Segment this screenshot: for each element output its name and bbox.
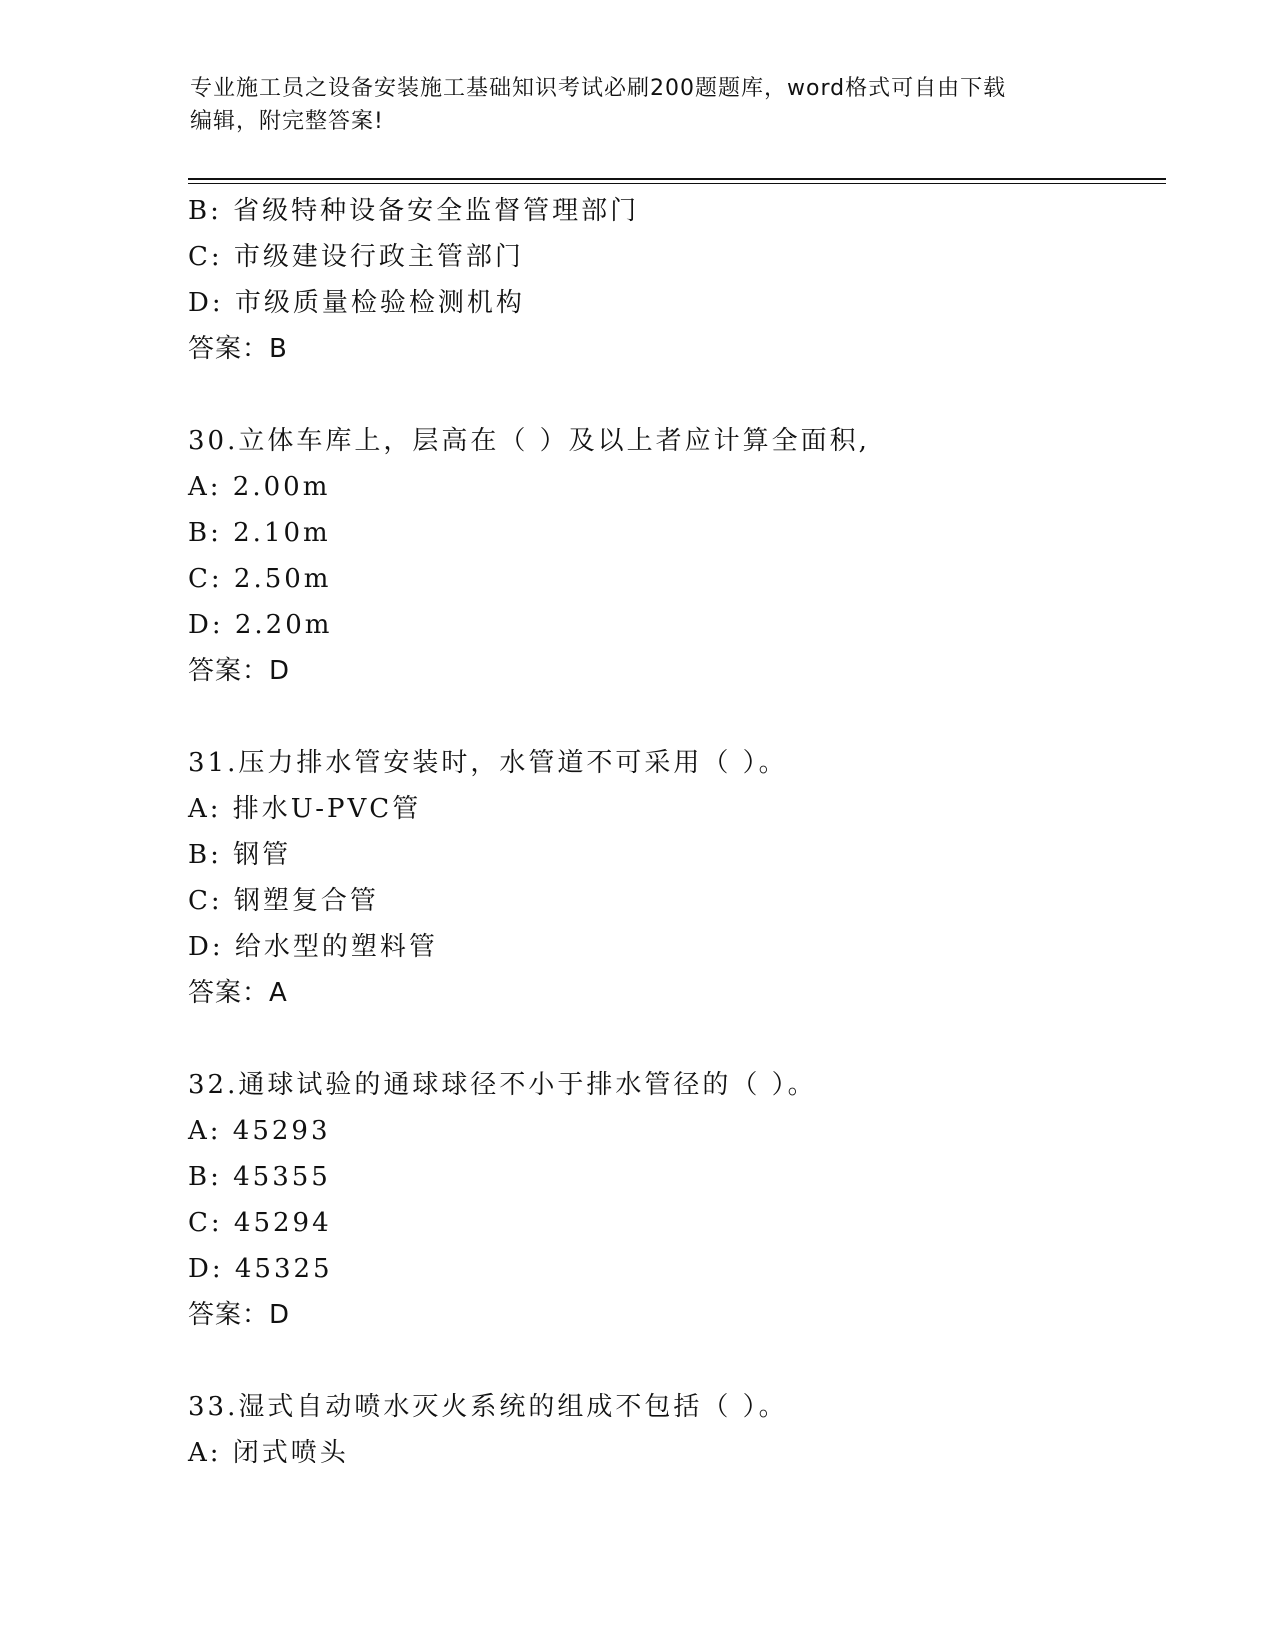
question-text: 32.通球试验的通球球径不小于排水管径的（ ）。 — [188, 1070, 817, 1100]
question-33 — [188, 1384, 1168, 1476]
option-d: D: 2.20m — [188, 610, 333, 640]
answer: 答案：D — [188, 656, 291, 686]
question-29 — [188, 188, 1168, 372]
option-a: A: 2.00m — [188, 472, 331, 502]
answer: 答案：A — [188, 978, 288, 1008]
option-c: C: 2.50m — [188, 564, 332, 594]
question-list — [188, 188, 1168, 1476]
header-divider-thin — [188, 183, 1166, 184]
header-line-2: 编辑，附完整答案! — [190, 109, 384, 134]
option-a: A: 排水U-PVC管 — [188, 794, 422, 824]
spacer — [188, 372, 1168, 418]
document-header — [190, 72, 1090, 138]
spacer — [188, 1338, 1168, 1384]
question-32 — [188, 1062, 1168, 1338]
answer: 答案：B — [188, 334, 288, 364]
option-b: B: 2.10m — [188, 518, 331, 548]
question-text: 30.立体车库上，层高在（ ）及以上者应计算全面积, — [188, 426, 870, 456]
header-divider-thick — [188, 178, 1166, 180]
option-a: A: 45293 — [188, 1116, 331, 1146]
question-31 — [188, 740, 1168, 1016]
option-c: C: 45294 — [188, 1208, 332, 1238]
spacer — [188, 1016, 1168, 1062]
option-c: C: 市级建设行政主管部门 — [188, 242, 524, 272]
option-b: B: 钢管 — [188, 840, 292, 870]
option-b: B: 45355 — [188, 1162, 331, 1192]
option-a: A: 闭式喷头 — [188, 1438, 349, 1468]
spacer — [188, 694, 1168, 740]
option-b: B: 省级特种设备安全监督管理部门 — [188, 196, 640, 226]
option-c: C: 钢塑复合管 — [188, 886, 379, 916]
option-d: D: 市级质量检验检测机构 — [188, 288, 525, 318]
question-text: 33.湿式自动喷水灭火系统的组成不包括（ ）。 — [188, 1392, 788, 1422]
header-line-1: 专业施工员之设备安装施工基础知识考试必刷200题题库，word格式可自由下载 — [190, 76, 1007, 101]
option-d: D: 给水型的塑料管 — [188, 932, 438, 962]
question-30 — [188, 418, 1168, 694]
answer: 答案：D — [188, 1300, 291, 1330]
option-d: D: 45325 — [188, 1254, 333, 1284]
question-text: 31.压力排水管安装时，水管道不可采用（ ）。 — [188, 748, 788, 778]
